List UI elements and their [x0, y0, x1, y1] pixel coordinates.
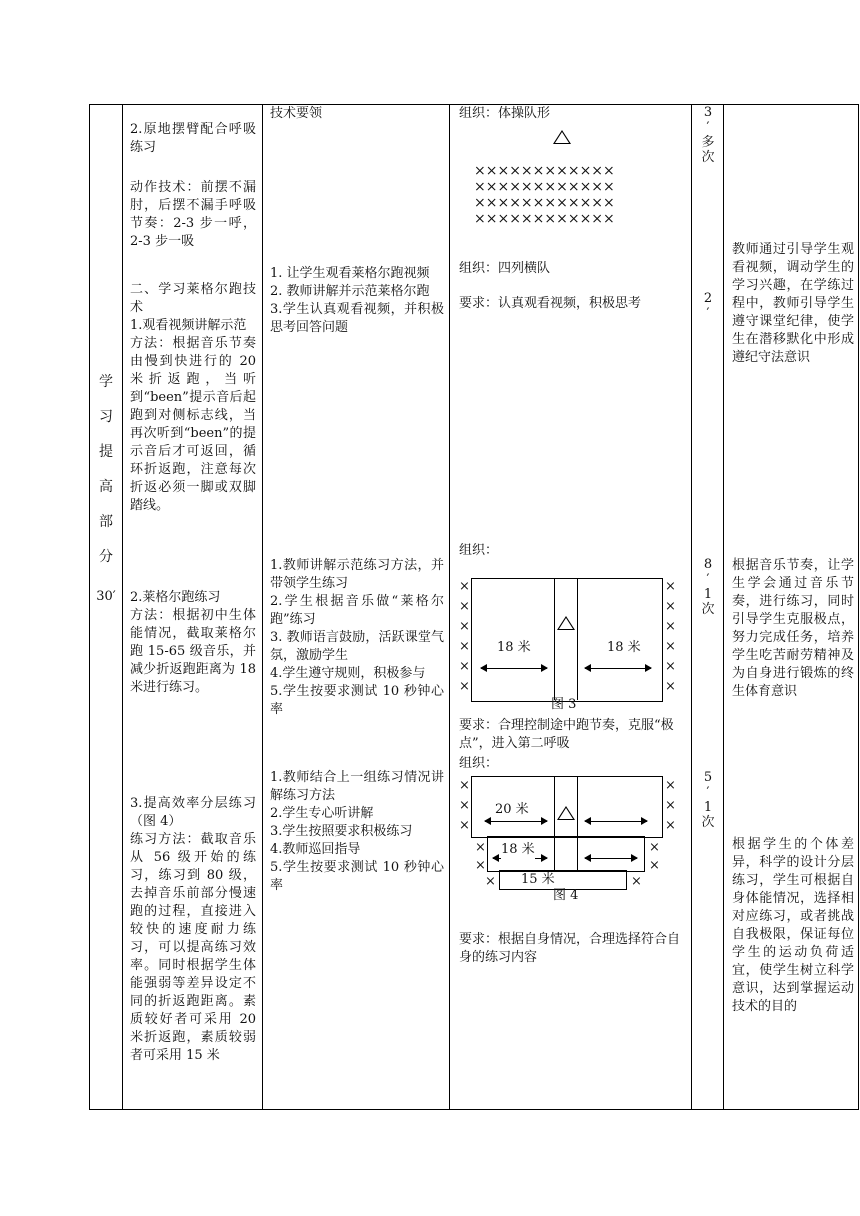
formation-row: ×××××××××××× — [474, 195, 615, 211]
student-cross-icon: × — [631, 874, 642, 889]
fig4-18m-label: 18 米 — [501, 842, 535, 857]
student-cross-icon: × — [475, 858, 486, 873]
teacher-t1: 技术要领 — [270, 106, 323, 121]
field-line — [577, 578, 578, 700]
field-line — [554, 578, 555, 700]
time-a4: 5 ′ 1 次 — [701, 770, 715, 830]
section-char: 习 — [99, 409, 113, 425]
fig4-caption: 图 4 — [553, 888, 579, 903]
field-line — [577, 776, 578, 870]
time-a3: 8 ′ 1 次 — [701, 557, 715, 617]
teacher-triangle-icon — [553, 130, 571, 144]
purpose-u1: 教师通过引导学生观看视频，调动学生的学习兴趣，在学练过程中，教师引导学生遵守课堂纪律，使学生在潜移默化中形成遵纪守法意识 — [732, 242, 854, 365]
section-char: 分 — [99, 549, 113, 565]
student-cross-icon: × — [485, 874, 496, 889]
student-cross-icon: × — [459, 818, 470, 833]
student-cross-icon: × — [665, 599, 676, 614]
content-p2: 动作技术：前摆不漏肘，后摆不漏手呼吸节奏：2-3 步一呼，2-3 步一吸 — [130, 180, 256, 249]
fig4-15m-label: 15 米 — [521, 872, 555, 887]
time-a2: 2 ′ — [703, 291, 713, 321]
student-cross-icon: × — [459, 679, 470, 694]
formation-row: ×××××××××××× — [474, 179, 615, 195]
lesson-table — [89, 104, 859, 1110]
org-o6: 组织： — [459, 756, 499, 771]
time-a1: 3 ′ 多 次 — [701, 105, 715, 165]
section-char: 提 — [99, 444, 113, 460]
student-cross-icon: × — [649, 840, 660, 855]
fig3-caption: 图 3 — [551, 697, 577, 712]
section-char: 高 — [99, 479, 113, 495]
org-o7: 要求：根据自身情况，合理选择符合自身的练习内容 — [459, 932, 681, 965]
content-p1: 2.原地摆臂配合呼吸练习 — [130, 122, 256, 155]
col-divider — [449, 105, 450, 1109]
student-cross-icon: × — [665, 639, 676, 654]
fig3-right-label: 18 米 — [607, 640, 641, 655]
figure-3 — [459, 575, 689, 712]
section-char: 部 — [99, 514, 113, 530]
student-cross-icon: × — [459, 599, 470, 614]
content-p3: 二、学习莱格尔跑技术 1.观看视频讲解示范 方法：根据音乐节奏由慢到快进行的 20 米折返跑，当听到“been”提示音后起跑到对侧标志线，当再次听到“been”的提示音后才可返回，循环折返跑，注意每次折返必须一脚或双脚踏线。 — [130, 282, 256, 513]
content-p4: 2.莱格尔跑练习 方法：根据初中生体能情况，截取莱格尔跑 15-65 级音乐，并减少折返跑距离为 18 米进行练习。 — [130, 590, 256, 695]
col-divider — [122, 105, 123, 1109]
org-o5: 要求：合理控制途中跑节奏，克服“极点”，进入第二呼吸 — [459, 718, 674, 751]
formation — [474, 163, 615, 227]
student-cross-icon: × — [459, 778, 470, 793]
student-cross-icon: × — [665, 778, 676, 793]
double-arrow-icon — [481, 668, 547, 669]
student-cross-icon: × — [475, 840, 486, 855]
double-arrow-icon — [585, 858, 637, 859]
section-time: 30′ — [96, 589, 116, 604]
org-o2: 组织：四列横队 — [459, 261, 551, 276]
student-cross-icon: × — [459, 798, 470, 813]
student-cross-icon: × — [459, 579, 470, 594]
student-cross-icon: × — [665, 619, 676, 634]
student-cross-icon: × — [649, 858, 660, 873]
double-arrow-icon — [585, 821, 647, 822]
teacher-triangle-icon — [557, 806, 575, 820]
fig4-20m-label: 20 米 — [495, 802, 529, 817]
col-divider — [262, 105, 263, 1109]
teacher-triangle-icon — [557, 616, 575, 630]
content-p5: 3.提高效率分层练习（图 4） 练习方法：截取音乐从 56 级开始的练习，练习到 80 级，去掉音乐前部分慢速跑的过程，直接进入较快的速度耐力练习，可以提高练习效率。同时根据学生体能强弱等差异设定不同的折返跑距离。素质较好者可采用 20 米折返跑，素质较弱者可采用 15 米 — [130, 796, 256, 1063]
purpose-u3: 根据学生的个体差异，科学的设计分层练习，学生可根据自身体能情况，选择相对应练习，或者挑战自我极限，保证每位学生的运动负荷适宜，使学生树立科学意识，达到掌握运动技术的目的 — [732, 837, 854, 1014]
figure-4 — [459, 773, 689, 903]
teacher-t2: 1. 让学生观看莱格尔跑视频 2. 教师讲解并示范莱格尔跑 3.学生认真观看视频，并积极思考回答问题 — [270, 266, 444, 335]
student-cross-icon: × — [459, 659, 470, 674]
student-cross-icon: × — [459, 639, 470, 654]
double-arrow-icon — [485, 821, 547, 822]
purpose-u2: 根据音乐节奏，让学生学会通过音乐节奏，进行练习，同时引导学生克服极点，努力完成任务，培养学生吃苦耐劳精神及为自身进行锻炼的终生体育意识 — [732, 558, 854, 699]
section-label — [90, 365, 122, 575]
formation-row: ×××××××××××× — [474, 211, 615, 227]
org-o1: 组织：体操队形 — [459, 106, 551, 121]
student-cross-icon: × — [459, 619, 470, 634]
student-cross-icon: × — [665, 818, 676, 833]
student-cross-icon: × — [665, 579, 676, 594]
student-cross-icon: × — [665, 659, 676, 674]
student-cross-icon: × — [665, 798, 676, 813]
double-arrow-icon — [585, 668, 651, 669]
org-o4: 组织： — [459, 543, 499, 558]
student-cross-icon: × — [665, 679, 676, 694]
fig3-left-label: 18 米 — [497, 640, 531, 655]
section-char: 学 — [99, 374, 113, 390]
field-line — [554, 776, 555, 870]
org-o3: 要求：认真观看视频，积极思考 — [459, 296, 642, 311]
teacher-t3: 1.教师讲解示范练习方法，并带领学生练习 2.学生根据音乐做“莱格尔跑”练习 3. 教师语言鼓励，活跃课堂气氛，激励学生 4.学生遵守规则，积极参与 5.学生按要求测试 10 秒钟心率 — [270, 558, 444, 717]
formation-row: ×××××××××××× — [474, 163, 615, 179]
teacher-t4: 1.教师结合上一组练习情况讲解练习方法 2.学生专心听讲解 3.学生按照要求积极练习 4.教师巡回指导 5.学生按要求测试 10 秒钟心率 — [270, 770, 444, 893]
